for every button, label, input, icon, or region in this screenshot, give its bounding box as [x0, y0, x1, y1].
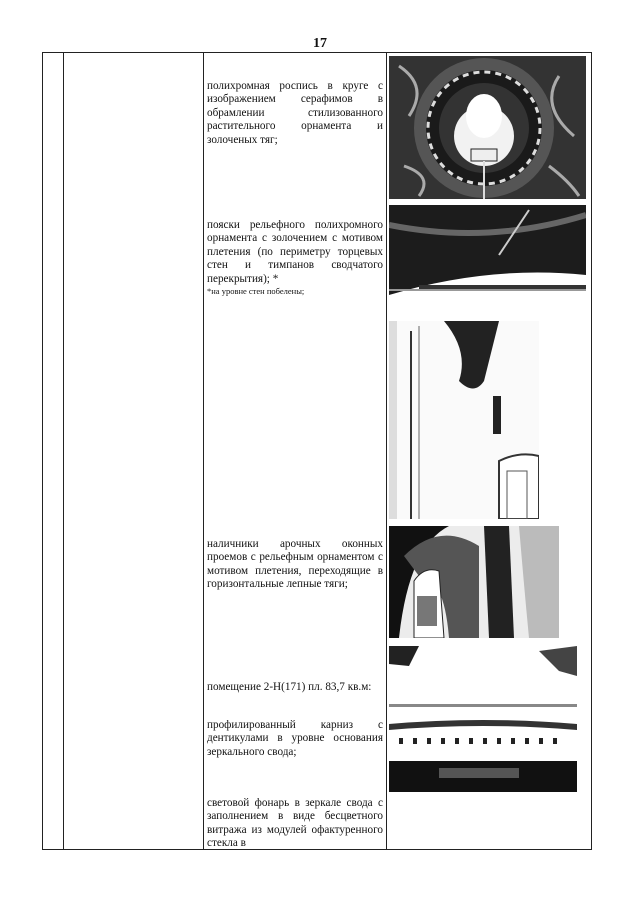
row-2-text: пояски рельефного полихромного орнамента с золочением с мотивом плетения (по периметру торцевых стен и тимпанов сводчатого перекрытия); *	[207, 219, 383, 285]
page-number: 17	[313, 36, 327, 51]
row-4-text-cell	[207, 681, 383, 694]
ornamental-belt-photo	[389, 205, 586, 303]
row-5-text-cell	[207, 719, 383, 759]
row-6-text: световой фонарь в зеркале свода с заполнением в виде бесцветного витража из модулей офактуренного стекла в	[207, 797, 383, 850]
row-5-text: профилированный карниз с дентикулами в уровне основания зеркального свода;	[207, 719, 383, 758]
column-divider-3	[386, 53, 387, 849]
room-heading: помещение 2-Н(171) пл. 83,7 кв.м:	[207, 681, 372, 693]
arched-window-surround-photo	[389, 526, 559, 638]
row-6-text-cell	[207, 797, 383, 851]
cornice-dentils-photo	[389, 646, 577, 792]
whitewashed-wall-photo	[389, 321, 539, 519]
row-3-text-cell	[207, 538, 383, 592]
row-3-text: наличники арочных оконных проемов с рельефным орнаментом с мотивом плетения, переходящие в горизонтальные лепные тяги;	[207, 538, 383, 591]
row-2-note: *на уровне стен побелены;	[207, 286, 305, 297]
row-1-text-cell	[207, 80, 383, 147]
column-divider-2	[203, 53, 204, 849]
row-1-text: полихромная роспись в круге с изображением серафимов в обрамлении стилизованного растительного орнамента и золоченых тяг;	[207, 80, 383, 146]
row-2-text-cell	[207, 219, 383, 297]
ceiling-seraphim-painting-photo	[389, 56, 586, 199]
column-divider-1	[63, 53, 64, 849]
description-table	[42, 52, 592, 850]
